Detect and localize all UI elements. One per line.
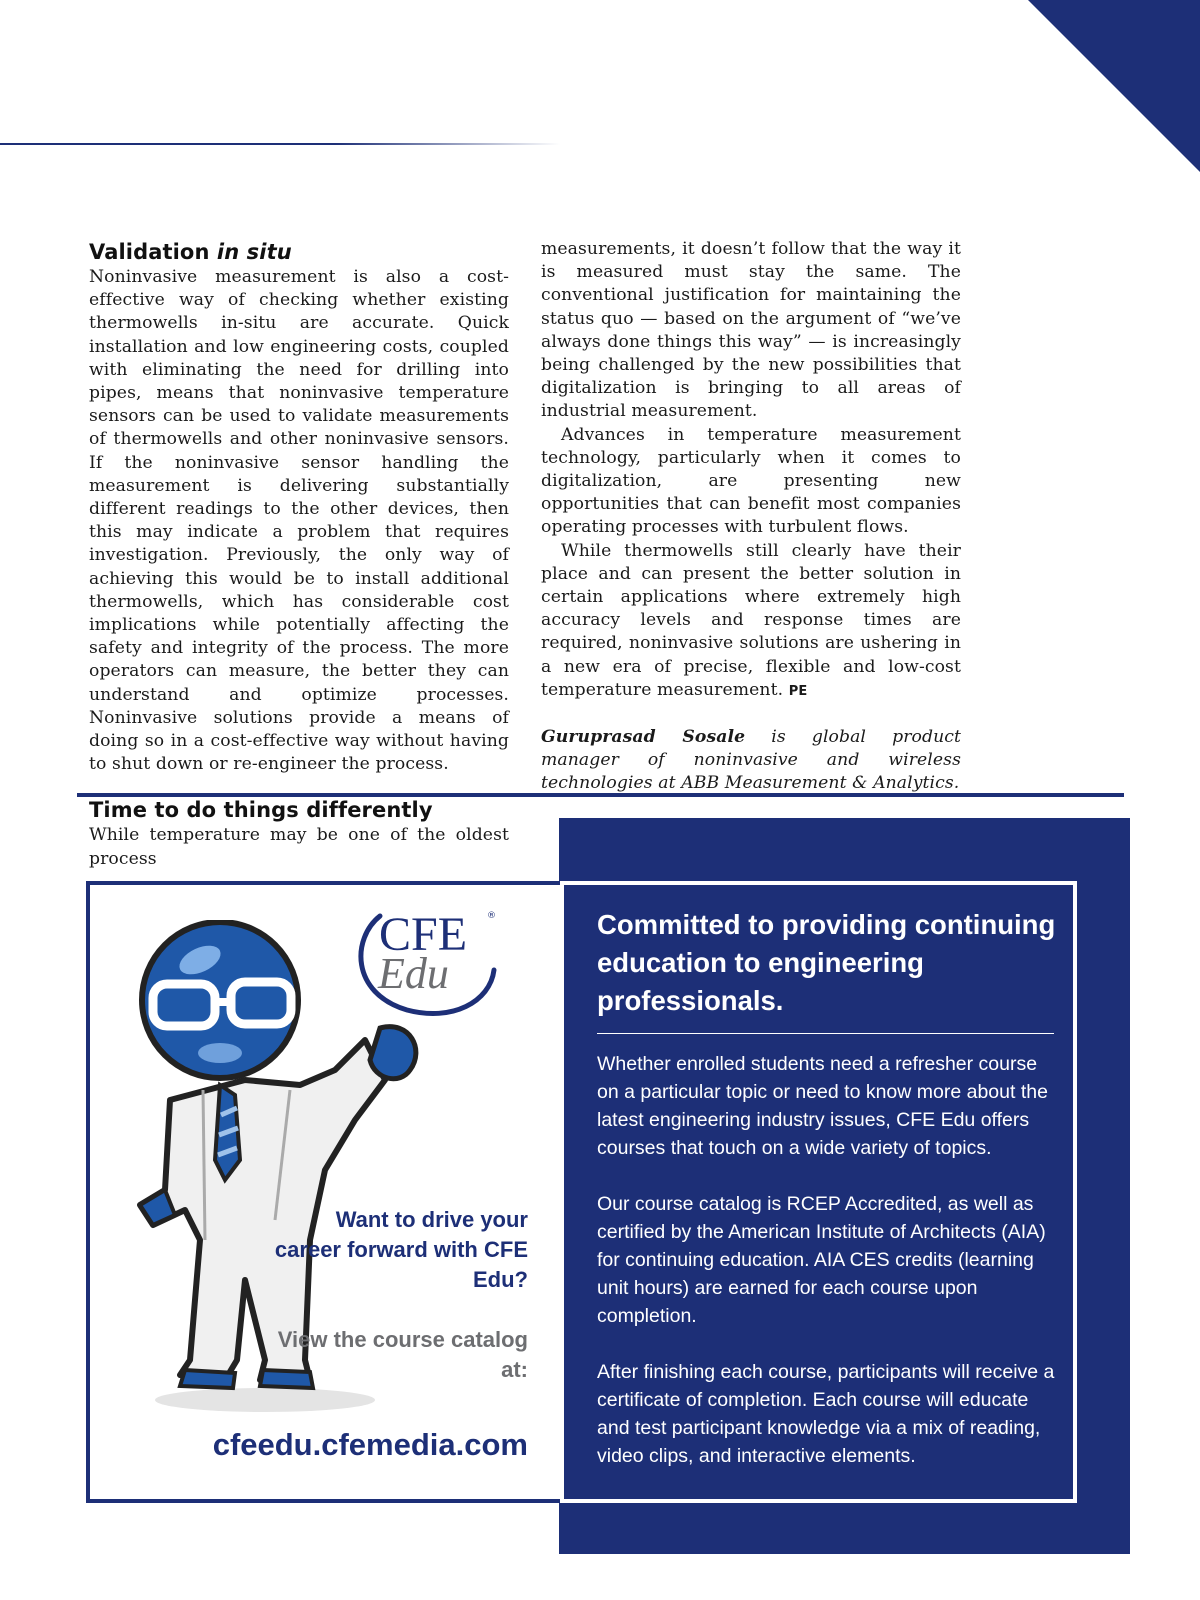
ad-body-text [597, 1050, 1057, 1498]
section-heading-validation [89, 238, 509, 266]
article-column-left [89, 238, 509, 871]
article-column-right [541, 238, 961, 796]
ad-url-link[interactable]: cfeedu.cfemedia.com [212, 1427, 528, 1462]
ad-body-paragraph: After finishing each course, participants will receive a certificate of completion. Each course will educate and test participant knowledge via a mix of reading, video clips, and interactive elements. [597, 1361, 1055, 1467]
paragraph [541, 540, 961, 703]
section-divider [77, 793, 1124, 797]
ad-body-paragraph: Whether enrolled students need a refresher course on a particular topic or need to know more about the latest engineering industry issues, CFE Edu offers courses that touch on a wide variety of topics. [597, 1053, 1048, 1159]
top-rule [0, 143, 560, 145]
author-name: Guruprasad Sosale [541, 727, 746, 748]
ad-cta-text: View the course catalog at: [277, 1327, 528, 1382]
logo-cfe-text: CFE [379, 908, 468, 961]
paragraph: Noninvasive measurement is also a cost-effective way of checking whether existing thermowells in-situ are accurate. Quick installation and low engineering costs, coupled with eliminating the need for drilling into pipes, means that noninvasive temperature sensors can be used to validate measurements of thermowells and other noninvasive sensors. If the noninvasive sensor handling the measurement is delivering substantially different readings to the other devices, then this may indicate a problem that requires investigation. Previously, the only way of achieving this would be to install additional thermowells, which has considerable cost implications while potentially affecting the safety and integrity of the process. The more operators can measure, the better they can understand and optimize processes. Noninvasive solutions provide a means of doing so in a cost-effective way without having to shut down or re-engineer the process. [89, 267, 509, 775]
paragraph: While temperature may be one of the oldest process [89, 825, 509, 869]
author-bio [541, 726, 961, 796]
logo-edu-text: Edu [378, 949, 449, 998]
author-bio-text: is global product manager of noninvasive and wireless technologies at ABB Measurement & Analytics. [541, 727, 961, 794]
ad-body-paragraph: Our course catalog is RCEP Accredited, as well as certified by the American Institute of Architects (AIA) for continuing education. AIA CES credits (learning unit hours) are earned for each course upon completion. [597, 1193, 1046, 1327]
logo-registered-mark: ® [487, 911, 496, 921]
ad-headline: Committed to providing continuing education to engineering professionals. [597, 909, 1056, 1016]
ad-question-text: Want to drive your career forward with CFE Edu? [274, 1207, 528, 1292]
heading-italic-text: in situ [216, 240, 292, 264]
heading-text: Validation [89, 240, 217, 264]
paragraph: Advances in temperature measurement technology, particularly when it comes to digitalization, are presenting new opportunities that can benefit most companies operating processes with turbulent flows. [541, 424, 961, 538]
section-heading-time: Time to do things differently [89, 798, 433, 823]
ad-headline-rule [597, 1033, 1054, 1034]
paragraph: measurements, it doesn’t follow that the way it is measured must stay the same. The conventional justification for maintaining the status quo — based on the argument of “we’ve always done things this way” — is increasingly being challenged by the new possibilities that digitalization is bringing to all areas of industrial measurement. [541, 239, 961, 422]
corner-triangle-decoration [1028, 0, 1200, 172]
paragraph-text: While thermowells still clearly have their place and can present the better solution in certain applications where extremely high accuracy levels and response times are required, noninvasive solutions are ushering in a new era of precise, flexible and low-cost temperature measurement. [541, 540, 961, 700]
pe-end-mark: PE [788, 683, 808, 699]
